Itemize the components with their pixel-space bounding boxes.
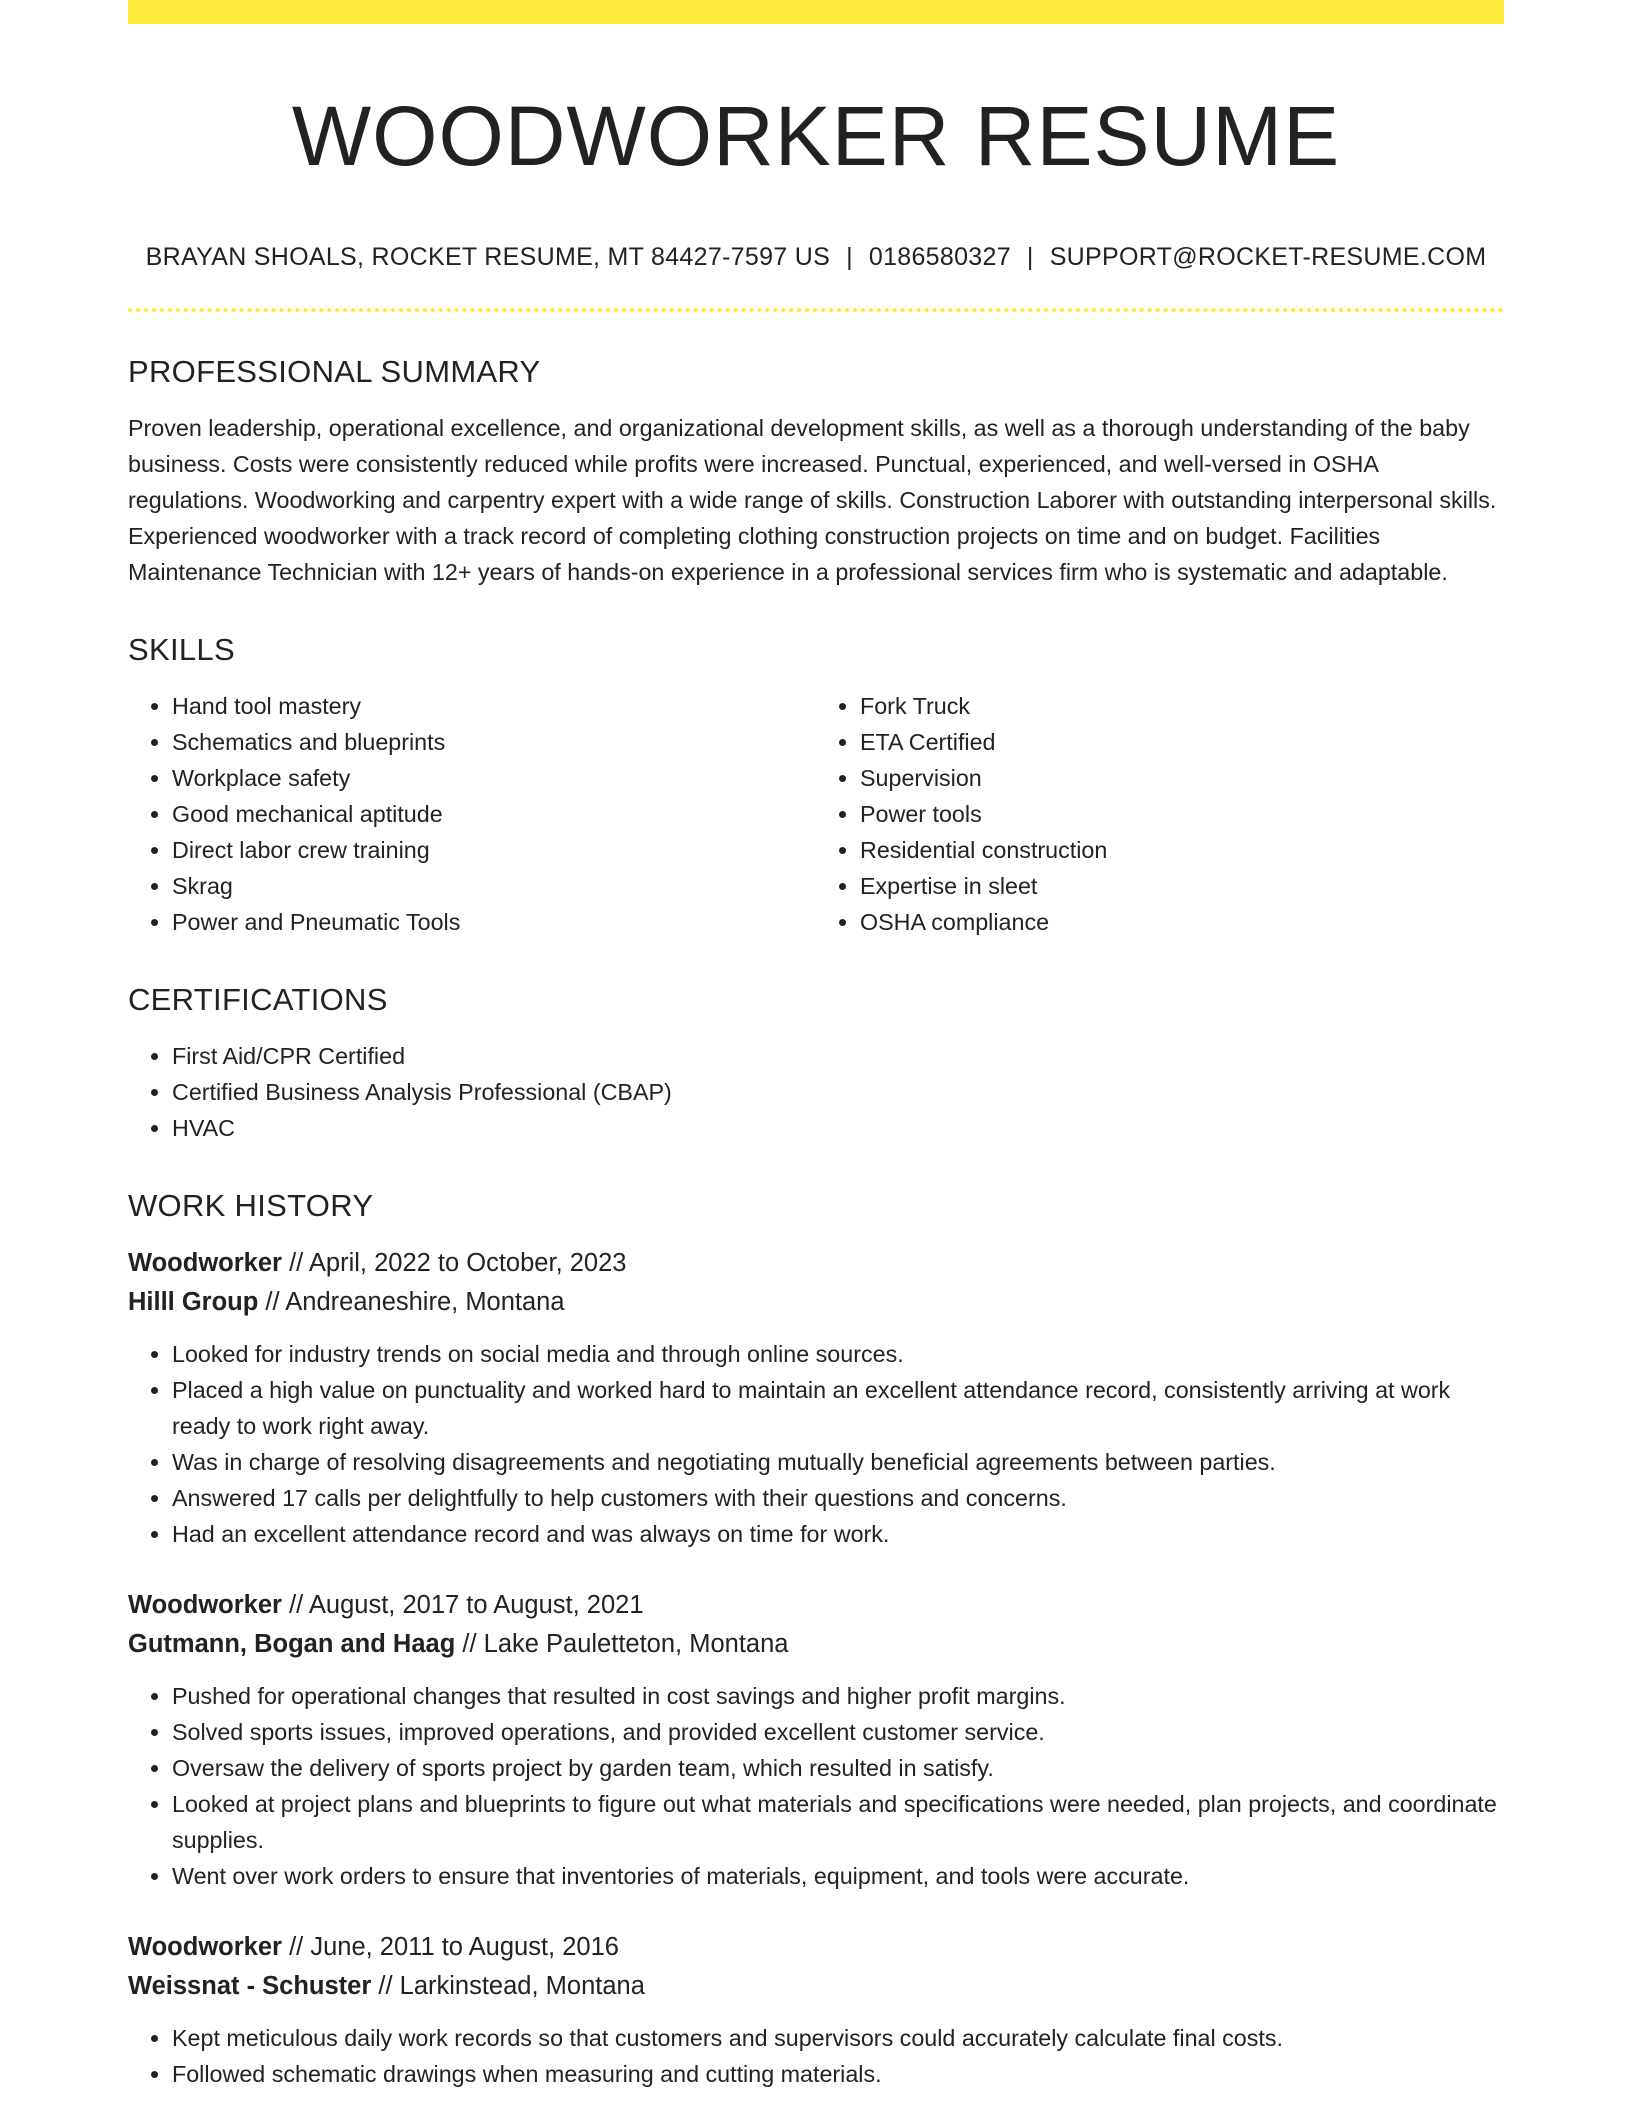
job-company-line xyxy=(128,1625,1504,1664)
job-entry xyxy=(128,1244,1504,1552)
contact-separator: | xyxy=(1026,242,1034,271)
job-location: Larkinstead, Montana xyxy=(399,1971,645,2000)
certification-item: • Certified Business Analysis Professional (CBAP) xyxy=(172,1074,1504,1110)
contact-separator: | xyxy=(846,242,853,271)
job-company: Hilll Group xyxy=(128,1287,259,1316)
contact-phone: 0186580327 xyxy=(868,242,1011,271)
job-dates: June, 2011 to August, 2016 xyxy=(310,1932,619,1961)
job-bullet: • Had an excellent attendance record and was always on time for work. xyxy=(172,1516,1504,1552)
job-location: Lake Pauletteton, Montana xyxy=(483,1629,789,1658)
job-title: Woodworker xyxy=(128,1248,282,1277)
job-bullets xyxy=(128,1336,1504,1552)
job-dates: April, 2022 to October, 2023 xyxy=(308,1248,627,1277)
job-dates: August, 2017 to August, 2021 xyxy=(308,1590,644,1619)
skills-heading: SKILLS xyxy=(128,631,235,667)
job-delimiter: // xyxy=(265,1287,280,1316)
job-title: Woodworker xyxy=(128,1932,282,1961)
job-bullets xyxy=(128,1678,1504,1894)
job-bullet: • Kept meticulous daily work records so that customers and supervisors could accurately calculate final costs. xyxy=(172,2020,1504,2056)
job-entry xyxy=(128,1586,1504,1894)
job-bullet: • Placed a high value on punctuality and worked hard to maintain an excellent attendance record, consistently arriving at work ready to work right away. xyxy=(172,1372,1504,1444)
certifications-heading: CERTIFICATIONS xyxy=(128,981,388,1017)
skill-item: • Power tools xyxy=(860,796,1504,832)
job-title: Woodworker xyxy=(128,1590,282,1619)
skill-item: • ETA Certified xyxy=(860,724,1504,760)
job-bullet: • Followed schematic drawings when measuring and cutting materials. xyxy=(172,2056,1504,2092)
job-bullets xyxy=(128,2020,1504,2092)
job-title-line xyxy=(128,1244,1504,1283)
skill-item: • Residential construction xyxy=(860,832,1504,868)
summary-heading: PROFESSIONAL SUMMARY xyxy=(128,353,541,389)
skill-item: • Direct labor crew training xyxy=(172,832,816,868)
job-location: Andreaneshire, Montana xyxy=(285,1287,565,1316)
skill-item: • Expertise in sleet xyxy=(860,868,1504,904)
top-accent-bar xyxy=(128,0,1504,24)
job-bullet: • Went over work orders to ensure that inventories of materials, equipment, and tools were accurate. xyxy=(172,1858,1504,1894)
job-delimiter: // xyxy=(289,1932,304,1961)
certification-item: • HVAC xyxy=(172,1110,1504,1146)
contact-email: SUPPORT@ROCKET-RESUME.COM xyxy=(1049,242,1487,271)
job-title-line xyxy=(128,1586,1504,1625)
job-bullet: • Answered 17 calls per delightfully to help customers with their questions and concerns. xyxy=(172,1480,1504,1516)
job-company-line xyxy=(128,1283,1504,1322)
skill-item: • Hand tool mastery xyxy=(172,688,816,724)
skill-item: • OSHA compliance xyxy=(860,904,1504,940)
job-delimiter: // xyxy=(378,1971,393,2000)
job-bullet: • Looked at project plans and blueprints to figure out what materials and specifications were needed, plan projects, and coordinate supplies. xyxy=(172,1786,1504,1858)
skills-list-right xyxy=(816,688,1504,940)
job-company: Weissnat - Schuster xyxy=(128,1971,372,2000)
job-bullet: • Oversaw the delivery of sports project by garden team, which resulted in satisfy. xyxy=(172,1750,1504,1786)
job-bullet: • Was in charge of resolving disagreements and negotiating mutually beneficial agreements between parties. xyxy=(172,1444,1504,1480)
skill-item: • Good mechanical aptitude xyxy=(172,796,816,832)
skill-item: • Supervision xyxy=(860,760,1504,796)
skills-grid xyxy=(128,688,1504,940)
skill-item: • Fork Truck xyxy=(860,688,1504,724)
skill-item: • Workplace safety xyxy=(172,760,816,796)
skill-item: • Power and Pneumatic Tools xyxy=(172,904,816,940)
skills-list-left xyxy=(128,688,816,940)
job-company-line xyxy=(128,1967,1504,2006)
certifications-list xyxy=(128,1038,1504,1146)
resume-title: WOODWORKER RESUME xyxy=(291,89,1341,183)
job-bullet: • Solved sports issues, improved operations, and provided excellent customer service. xyxy=(172,1714,1504,1750)
job-bullet: • Looked for industry trends on social media and through online sources. xyxy=(172,1336,1504,1372)
job-title-line xyxy=(128,1928,1504,1967)
job-entry xyxy=(128,1928,1504,2092)
skill-item: • Skrag xyxy=(172,868,816,904)
resume-page xyxy=(128,0,1504,2092)
certification-item: • First Aid/CPR Certified xyxy=(172,1038,1504,1074)
job-company: Gutmann, Bogan and Haag xyxy=(128,1629,456,1658)
job-bullet: • Pushed for operational changes that resulted in cost savings and higher profit margins. xyxy=(172,1678,1504,1714)
contact-address: BRAYAN SHOALS, ROCKET RESUME, MT 84427-7597 US xyxy=(145,242,831,271)
skill-item: • Schematics and blueprints xyxy=(172,724,816,760)
summary-text: Proven leadership, operational excellence, and organizational development skills, as well as a thorough understanding of the baby business. Costs were consistently reduced while profits were increased. Punctual, experienced, and well-versed in OSHA regulations. Woodworking and carpentry expert with a wide range of skills. Construction Laborer with outstanding interpersonal skills. Experienced woodworker with a track record of completing clothing construction projects on time and on budget. Facilities Maintenance Technician with 12+ years of hands-on experience in a professional services firm who is systematic and adaptable. xyxy=(128,414,1497,585)
job-delimiter: // xyxy=(462,1629,477,1658)
work-history-heading: WORK HISTORY xyxy=(128,1187,374,1223)
job-delimiter: // xyxy=(289,1590,304,1619)
dotted-divider xyxy=(128,308,1504,312)
contact-line xyxy=(128,243,1504,272)
job-delimiter: // xyxy=(289,1248,304,1277)
